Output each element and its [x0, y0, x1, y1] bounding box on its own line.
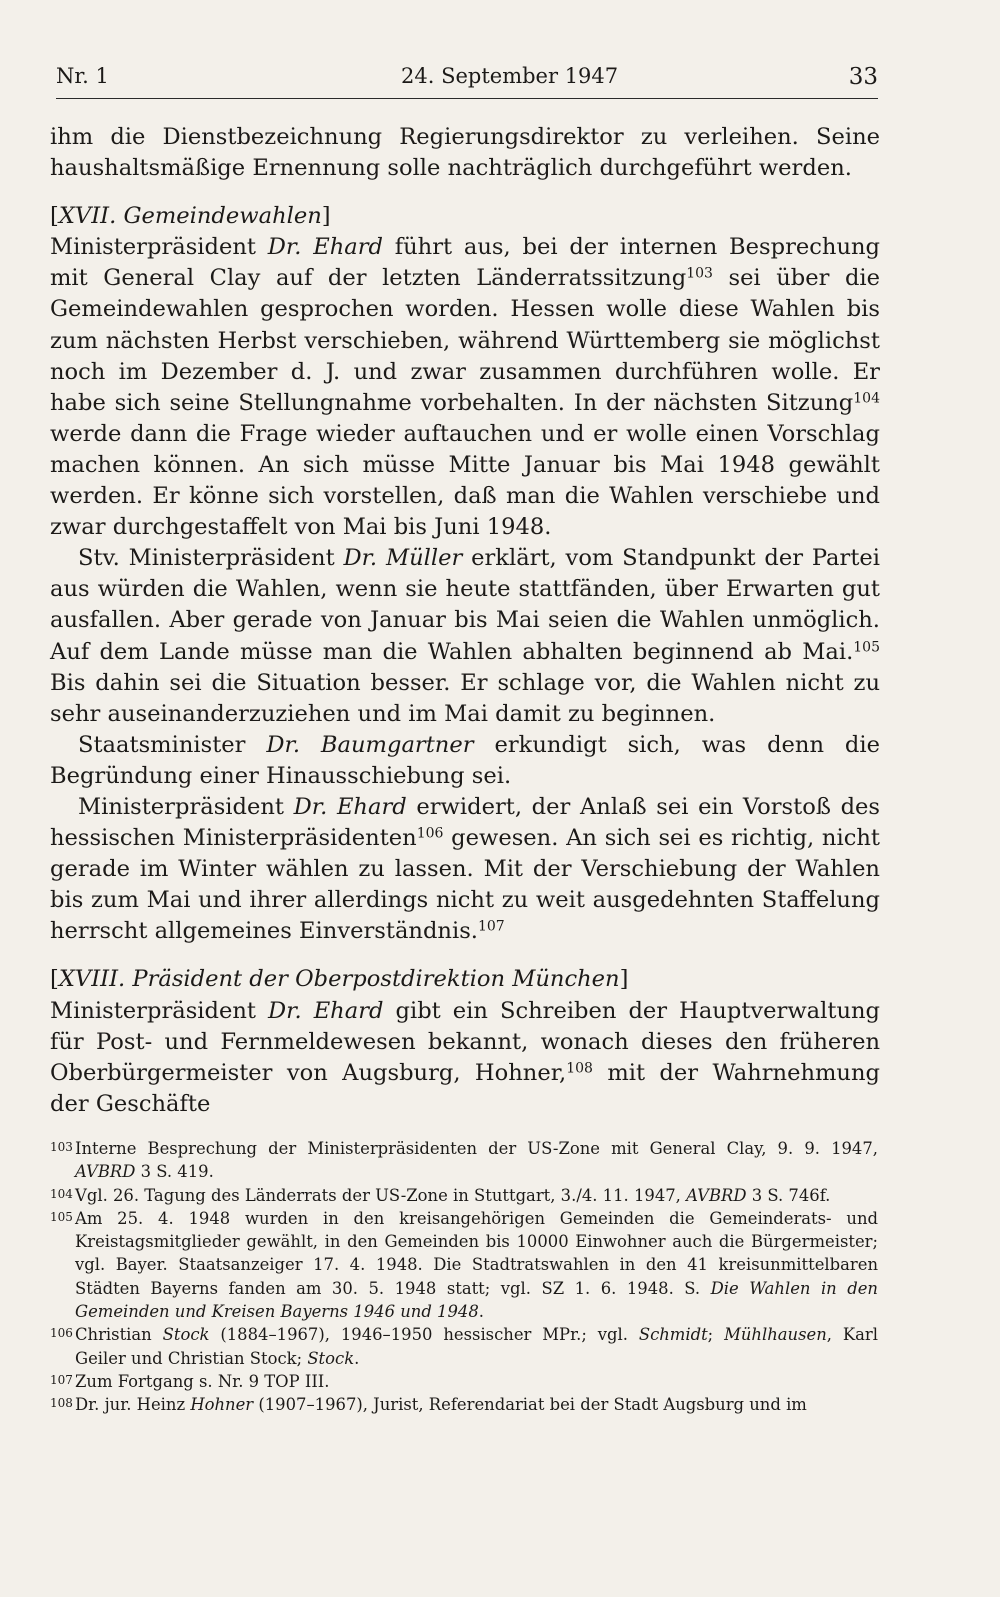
footnote-ref[interactable]: 105 — [853, 638, 880, 655]
text: Bis dahin sei die Situation besser. Er schlage vor, die Wahlen nicht zu sehr auseinanderzuziehen und im Mai damit zu beginnen. — [50, 669, 880, 727]
footnote-number: 105 — [50, 1209, 73, 1224]
footnote-text: ; — [707, 1325, 725, 1345]
paragraph-6 — [50, 996, 880, 1120]
bracket-open: [ — [50, 966, 59, 993]
text: mit der Wahrnehmung der Geschäfte — [50, 1059, 880, 1117]
text: erkundigt sich, was denn die Begründung einer Hinausschiebung sei. — [50, 731, 880, 789]
text: Ministerpräsident — [78, 793, 294, 820]
footnote-ref[interactable]: 108 — [566, 1060, 593, 1077]
footnote-text: Interne Besprechung der Ministerpräsidenten der US-Zone mit General Clay, 9. 9. 1947, — [75, 1139, 878, 1158]
author-name: Stock — [307, 1348, 355, 1368]
bracket-close: ] — [619, 966, 629, 993]
footnote-ref[interactable]: 106 — [416, 825, 444, 842]
footnote-text: Dr. jur. Heinz — [75, 1395, 191, 1415]
paragraph-2 — [50, 232, 880, 543]
footnote-text: Vgl. 26. Tagung des Länderrats der US-Zone in Stuttgart, 3./4. 11. 1947, — [75, 1185, 687, 1205]
text: sei über die Gemeindewahlen gesprochen worden. Hessen wolle diese Wahlen bis zum nächsten Herbst verschieben, während Württemberg sie möglichst noch im Dezember d. J. und zwar zusammen durchführen wolle. Er habe sich seine Stellungnahme vorbehalten. In der nächsten Sitzung — [50, 265, 881, 416]
footnote-number: 108 — [50, 1396, 73, 1411]
text: Ministerpräsident — [50, 234, 268, 261]
text: erklärt, vom Standpunkt der Partei aus würden die Wahlen, wenn sie heute stattfänden, über Erwarten gut ausfallen. Aber gerade von Januar bis Mai seien die Wahlen unmöglich. Auf dem Lande müsse man die Wahlen abhalten beginnend ab Mai. — [50, 545, 880, 665]
footnote-103 — [50, 1137, 878, 1184]
section-title: XVII. Gemeindewahlen — [58, 203, 322, 230]
footnote-text: (1884–1967), 1946–1950 hessischer MPr.; vgl. — [209, 1325, 639, 1345]
source-abbrev: AVBRD — [75, 1162, 136, 1182]
paragraph-1 — [50, 122, 880, 184]
footnote-text: . — [478, 1302, 484, 1322]
footnote-text: . — [354, 1348, 360, 1368]
footnote-text: Christian — [75, 1325, 163, 1345]
footnote-105 — [50, 1207, 878, 1323]
main-text — [50, 122, 880, 1120]
footnote-108 — [50, 1393, 878, 1416]
document-number: Nr. 1 — [56, 64, 109, 88]
footnotes — [50, 1137, 878, 1417]
text: gewesen. An sich sei es richtig, nicht gerade im Winter wählen zu lassen. Mit der Verschiebung der Wahlen bis zum Mai und ihrer allerdings nicht zu weit ausgedehnten Staffelung herrscht allgemeines Einverständnis. — [50, 825, 880, 945]
text: Stv. Ministerpräsident — [78, 545, 344, 572]
section-heading-xviii — [50, 964, 880, 995]
footnote-text: Am 25. 4. 1948 wurden in den kreisangehörigen Gemeinden die Gemeinderats- und Kreistagsmitglieder gewählt, in den Gemeinden bis 10000 Einwohner auch die Bürgermeister; vgl. Bayer. Staatsanzeiger 17. 4. 1948. Die Stadtratswahlen in den 41 kreisunmittelbaren Städten Bayerns fanden am 30. 5. 1948 statt; vgl. SZ 1. 6. 1948. S. — [75, 1208, 878, 1298]
person-name: Stock — [162, 1325, 210, 1345]
source-abbrev: AVBRD — [686, 1185, 747, 1205]
footnote-106 — [50, 1323, 878, 1370]
footnote-text: (1907–1967), Jurist, Referendariat bei der Stadt Augsburg und im — [253, 1395, 807, 1415]
section-title: XVIII. Präsident der Oberpostdirektion München — [58, 966, 620, 993]
footnote-text: Zum Fortgang s. Nr. 9 TOP III. — [75, 1371, 330, 1391]
author-name: Mühlhausen — [724, 1325, 827, 1345]
speaker-name: Dr. Ehard — [267, 234, 383, 261]
running-header — [56, 58, 878, 99]
footnote-number: 103 — [50, 1140, 73, 1154]
speaker-name: Dr. Ehard — [268, 997, 384, 1024]
footnote-text: 3 S. 419. — [135, 1162, 214, 1182]
paragraph-5 — [50, 792, 880, 947]
footnote-text: 3 S. 746f. — [746, 1185, 831, 1205]
footnote-number: 106 — [50, 1326, 73, 1341]
footnote-number: 104 — [50, 1186, 73, 1201]
speaker-name: Dr. Baumgartner — [266, 731, 474, 758]
text: führt aus, bei der internen Besprechung mit General Clay auf der letzten Länderratssitzung — [50, 234, 881, 292]
text: gibt ein Schreiben der Hauptverwaltung für Post- und Fernmeldewesen bekannt, wonach dieses den früheren Oberbürgermeister von Augsburg, Hohner, — [50, 997, 881, 1086]
text: Staatsminister — [78, 731, 267, 758]
footnote-107 — [50, 1370, 878, 1393]
footnote-text: , Karl Geiler und Christian Stock; — [75, 1325, 878, 1368]
paragraph-4 — [50, 730, 880, 792]
text: erwidert, der Anlaß sei ein Vorstoß des hessischen Ministerpräsidenten — [50, 793, 881, 852]
speaker-name: Dr. Müller — [343, 545, 463, 572]
author-name: Schmidt — [638, 1325, 708, 1345]
footnote-ref[interactable]: 107 — [477, 918, 505, 935]
person-name: Hohner — [190, 1395, 254, 1415]
footnote-number: 107 — [50, 1372, 73, 1387]
section-heading-xvii — [50, 201, 880, 232]
paragraph-1-text: ihm die Dienstbezeichnung Regierungsdirektor zu verleihen. Seine haushaltsmäßige Ernennung solle nachträglich durchgeführt werden. — [50, 124, 880, 182]
speaker-name: Dr. Ehard — [293, 793, 407, 820]
footnote-ref[interactable]: 104 — [853, 390, 880, 407]
footnote-ref[interactable]: 103 — [686, 265, 713, 282]
text: werde dann die Frage wieder auftauchen und er wolle einen Vorschlag machen können. An sich müsse Mitte Januar bis Mai 1948 gewählt werden. Er könne sich vorstellen, daß man die Wahlen verschiebe und zwar durchgestaffelt von Mai bis Juni 1948. — [50, 420, 880, 541]
bracket-open: [ — [50, 203, 59, 230]
bracket-close: ] — [321, 203, 331, 230]
page-number: 33 — [848, 64, 878, 90]
publication-title: Die Wahlen in den Gemeinden und Kreisen Bayerns 1946 und 1948 — [75, 1278, 878, 1322]
text: Ministerpräsident — [50, 997, 269, 1024]
paragraph-3 — [50, 543, 880, 730]
footnote-104 — [50, 1184, 878, 1207]
header-date: 24. September 1947 — [401, 64, 619, 88]
